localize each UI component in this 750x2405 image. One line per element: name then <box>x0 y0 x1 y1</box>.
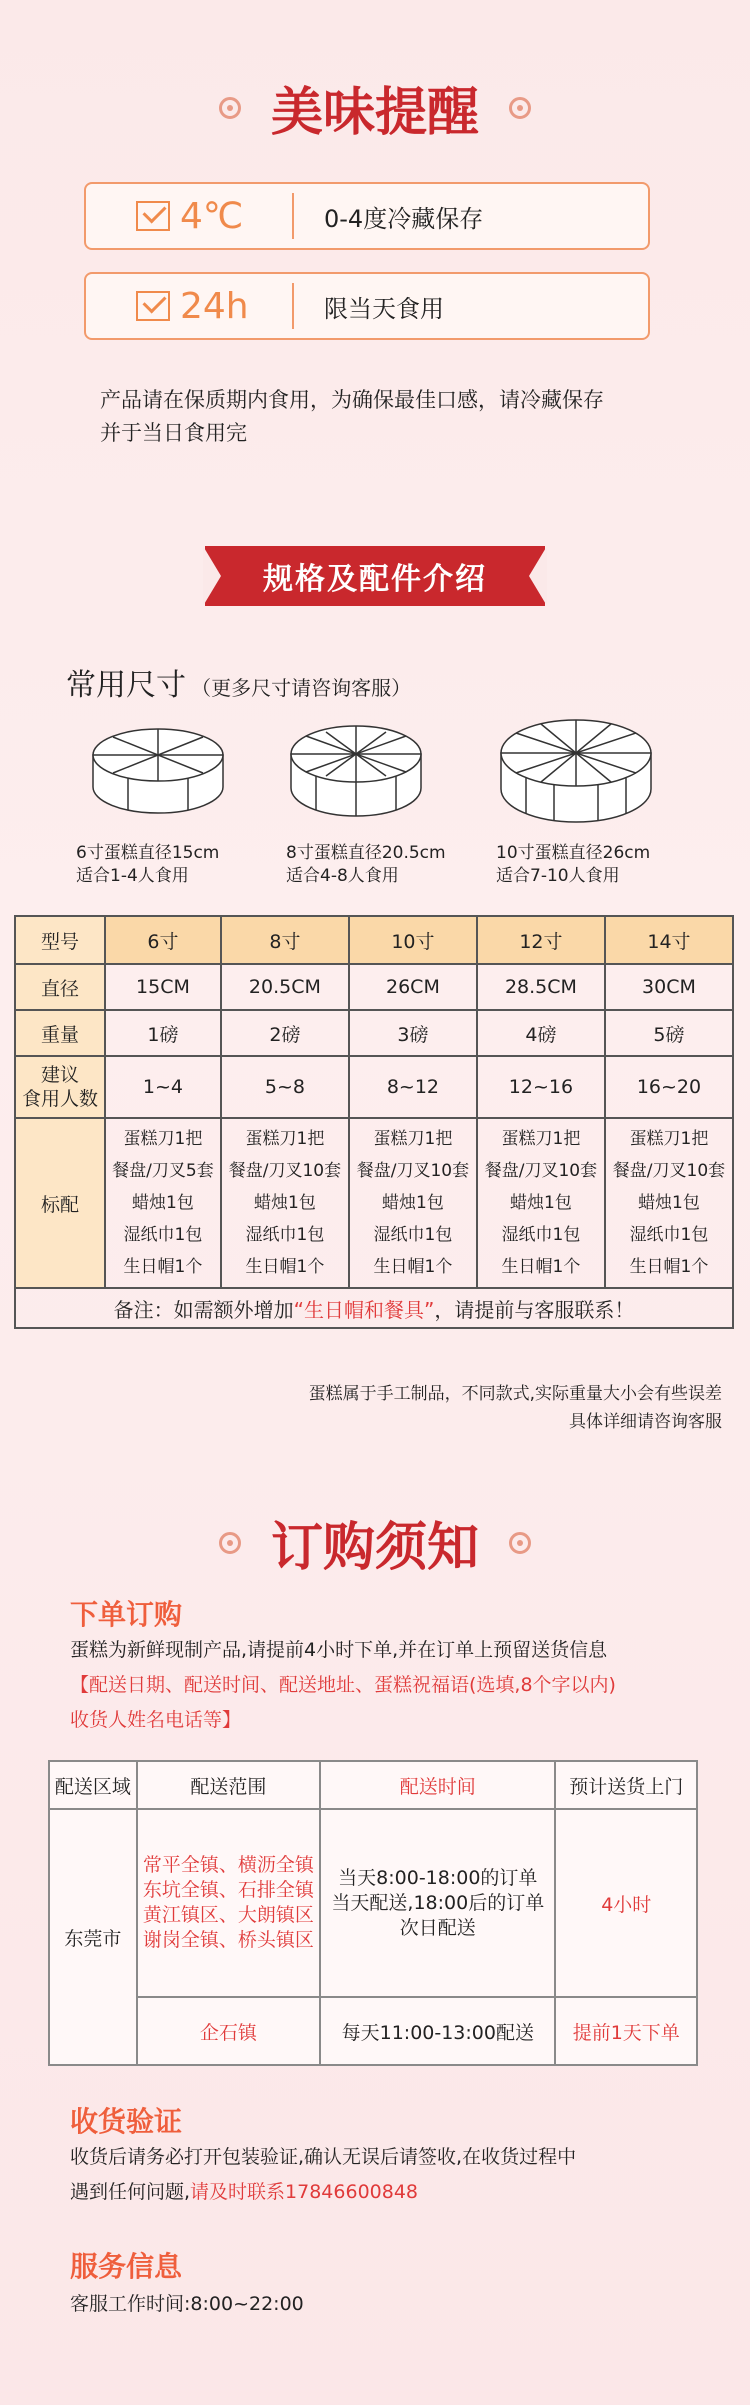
note-text: ，请提前与客服联系！ <box>434 1297 635 1322</box>
kit-item: 生日帽1个 <box>629 1257 709 1277</box>
divider <box>292 193 294 239</box>
diameter-cell: 15CM <box>105 964 221 1010</box>
verify-line <box>70 2175 576 2210</box>
sizes-heading <box>66 660 411 704</box>
kit-cell <box>349 1118 477 1288</box>
diameter-cell: 20.5CM <box>221 964 349 1010</box>
cake-10-caption <box>496 842 650 888</box>
time-line: 当天8:00-18:00的订单 <box>338 1866 538 1889</box>
shelf-life-text: 限当天食用 <box>324 294 444 323</box>
cake-6-inch-icon <box>88 725 228 820</box>
kit-item: 餐盘/刀叉10套 <box>484 1161 598 1181</box>
kit-item: 生日帽1个 <box>123 1257 203 1277</box>
cake-caption-line: 适合1-4人食用 <box>76 866 189 886</box>
kit-item: 蛋糕刀1把 <box>501 1129 581 1149</box>
header-time: 配送时间 <box>320 1761 555 1809</box>
cake-10-inch-icon <box>496 715 656 825</box>
reminder-note-line: 并于当日食用完 <box>100 421 247 445</box>
service-hours: 客服工作时间:8:00~22:00 <box>70 2293 304 2315</box>
diameter-cell: 28.5CM <box>477 964 605 1010</box>
shelf-life-value: 24h <box>180 285 249 327</box>
weight-cell: 3磅 <box>349 1010 477 1056</box>
spec-ribbon <box>205 546 545 606</box>
cake-caption-line: 适合4-8人食用 <box>286 866 399 886</box>
ring-ornament-icon <box>509 1532 531 1554</box>
area-line: 黄江镇区、大朗镇区 <box>142 1904 314 1926</box>
cake-caption-line: 6寸蛋糕直径15cm <box>76 843 220 863</box>
label-weight: 重量 <box>15 1010 105 1056</box>
people-cell: 16~20 <box>605 1056 733 1118</box>
time-line: 当天配送,18:00后的订单 <box>331 1891 545 1914</box>
table-row <box>15 964 733 1010</box>
table-row <box>49 1761 697 1809</box>
cake-6-caption <box>76 842 219 888</box>
area-line: 谢岗全镇、桥头镇区 <box>142 1929 314 1951</box>
verify-text <box>70 2140 576 2210</box>
order-title: 订购须知 <box>270 1517 479 1578</box>
spec-ribbon-label: 规格及配件介绍 <box>263 562 487 597</box>
table-row <box>15 1288 733 1328</box>
model-cell: 8寸 <box>221 916 349 964</box>
kit-item: 蛋糕刀1把 <box>123 1129 203 1149</box>
kit-item: 餐盘/刀叉10套 <box>356 1161 470 1181</box>
area-cell: 企石镇 <box>137 1997 320 2065</box>
kit-cell <box>105 1118 221 1288</box>
model-cell: 6寸 <box>105 916 221 964</box>
ring-ornament-icon <box>509 97 531 119</box>
kit-cell <box>605 1118 733 1288</box>
sizes-title: 常用尺寸 <box>66 668 186 703</box>
reminder-note <box>100 384 604 450</box>
kit-item: 蜡烛1包 <box>510 1193 572 1213</box>
reminder-title-row <box>0 70 750 143</box>
kit-item: 蜡烛1包 <box>638 1193 700 1213</box>
note-text: 备注：如需额外增加 <box>113 1297 294 1322</box>
table-row <box>15 1010 733 1056</box>
kit-item: 蛋糕刀1把 <box>629 1129 709 1149</box>
people-cell: 8~12 <box>349 1056 477 1118</box>
contact-phone: 请及时联系17846600848 <box>190 2181 419 2203</box>
spec-table <box>14 915 734 1329</box>
weight-cell: 5磅 <box>605 1010 733 1056</box>
note-highlight: “生日帽和餐具” <box>293 1297 435 1322</box>
cake-caption-line: 适合7-10人食用 <box>496 866 620 886</box>
ring-ornament-icon <box>219 1532 241 1554</box>
model-cell: 10寸 <box>349 916 477 964</box>
diameter-cell: 30CM <box>605 964 733 1010</box>
table-row <box>49 1809 697 1997</box>
kit-item: 蜡烛1包 <box>132 1193 194 1213</box>
reminder-note-line: 产品请在保质期内食用，为确保最佳口感，请冷藏保存 <box>100 388 604 412</box>
header-eta: 预计送货上门 <box>555 1761 697 1809</box>
place-order-line: 收货人姓名电话等】 <box>70 1709 242 1731</box>
table-row <box>15 1056 733 1118</box>
label-diameter: 直径 <box>15 964 105 1010</box>
label-people-line: 食用人数 <box>21 1088 98 1110</box>
area-list-cell <box>137 1809 320 1997</box>
kit-item: 生日帽1个 <box>245 1257 325 1277</box>
place-order-line: 【配送日期、配送时间、配送地址、蛋糕祝福语(选填,8个字以内) <box>70 1674 616 1696</box>
time-cell: 每天11:00-13:00配送 <box>320 1997 555 2065</box>
label-people <box>15 1056 105 1118</box>
kit-item: 湿纸巾1包 <box>501 1225 581 1245</box>
order-title-row <box>0 1505 750 1578</box>
people-cell: 5~8 <box>221 1056 349 1118</box>
disclaimer <box>309 1380 722 1436</box>
kit-item: 蛋糕刀1把 <box>245 1129 325 1149</box>
time-line: 次日配送 <box>399 1916 476 1939</box>
kit-item: 湿纸巾1包 <box>373 1225 453 1245</box>
verify-heading: 收货验证 <box>70 2105 183 2138</box>
cake-8-inch-icon <box>286 722 426 822</box>
model-cell: 12寸 <box>477 916 605 964</box>
kit-item: 餐盘/刀叉10套 <box>228 1161 342 1181</box>
place-order-line: 蛋糕为新鲜现制产品,请提前4小时下单,并在订单上预留送货信息 <box>70 1639 608 1661</box>
table-row <box>15 1118 733 1288</box>
kit-item: 生日帽1个 <box>373 1257 453 1277</box>
eta-cell: 提前1天下单 <box>555 1997 697 2065</box>
diameter-cell: 26CM <box>349 964 477 1010</box>
label-model: 型号 <box>15 916 105 964</box>
shelf-life-box <box>84 272 650 340</box>
disclaimer-line: 具体详细请咨询客服 <box>569 1412 722 1432</box>
table-row <box>49 1997 697 2065</box>
header-area: 配送区域 <box>49 1761 137 1809</box>
storage-temp-text: 0-4度冷藏保存 <box>324 204 484 233</box>
label-people-line: 建议 <box>40 1064 79 1086</box>
weight-cell: 2磅 <box>221 1010 349 1056</box>
kit-item: 蜡烛1包 <box>254 1193 316 1213</box>
divider <box>292 283 294 329</box>
people-cell: 12~16 <box>477 1056 605 1118</box>
kit-item: 蛋糕刀1把 <box>373 1129 453 1149</box>
kit-item: 生日帽1个 <box>501 1257 581 1277</box>
storage-temp-box <box>84 182 650 250</box>
cake-caption-line: 10寸蛋糕直径26cm <box>496 843 651 863</box>
kit-item: 湿纸巾1包 <box>245 1225 325 1245</box>
check-box-icon <box>136 201 170 231</box>
ring-ornament-icon <box>219 97 241 119</box>
header-range: 配送范围 <box>137 1761 320 1809</box>
place-order-text <box>70 1633 616 1738</box>
sizes-subtitle: （更多尺寸请咨询客服） <box>191 676 412 700</box>
verify-text-part: 遇到任何问题, <box>70 2181 191 2203</box>
service-heading: 服务信息 <box>70 2250 183 2283</box>
city-cell: 东莞市 <box>49 1809 137 2065</box>
table-row <box>15 916 733 964</box>
check-box-icon <box>136 291 170 321</box>
storage-temp-value: 4℃ <box>180 195 244 237</box>
spec-table-note <box>15 1288 733 1328</box>
cake-caption-line: 8寸蛋糕直径20.5cm <box>286 843 446 863</box>
verify-line: 收货后请务必打开包装验证,确认无误后请签收,在收货过程中 <box>70 2146 577 2168</box>
kit-item: 湿纸巾1包 <box>123 1225 203 1245</box>
kit-item: 餐盘/刀叉10套 <box>612 1161 726 1181</box>
kit-item: 蜡烛1包 <box>382 1193 444 1213</box>
place-order-heading: 下单订购 <box>70 1598 183 1631</box>
eta-cell: 4小时 <box>555 1809 697 1997</box>
weight-cell: 1磅 <box>105 1010 221 1056</box>
weight-cell: 4磅 <box>477 1010 605 1056</box>
model-cell: 14寸 <box>605 916 733 964</box>
kit-item: 湿纸巾1包 <box>629 1225 709 1245</box>
people-cell: 1~4 <box>105 1056 221 1118</box>
label-kit: 标配 <box>15 1118 105 1288</box>
reminder-title: 美味提醒 <box>270 82 479 143</box>
delivery-table <box>48 1760 698 2066</box>
area-line: 东坑全镇、石排全镇 <box>142 1879 314 1901</box>
cake-8-caption <box>286 842 446 888</box>
area-line: 常平全镇、横沥全镇 <box>142 1854 314 1876</box>
disclaimer-line: 蛋糕属于手工制品，不同款式,实际重量大小会有些误差 <box>308 1384 722 1404</box>
kit-cell <box>221 1118 349 1288</box>
time-cell <box>320 1809 555 1997</box>
kit-cell <box>477 1118 605 1288</box>
kit-item: 餐盘/刀叉5套 <box>112 1161 214 1181</box>
